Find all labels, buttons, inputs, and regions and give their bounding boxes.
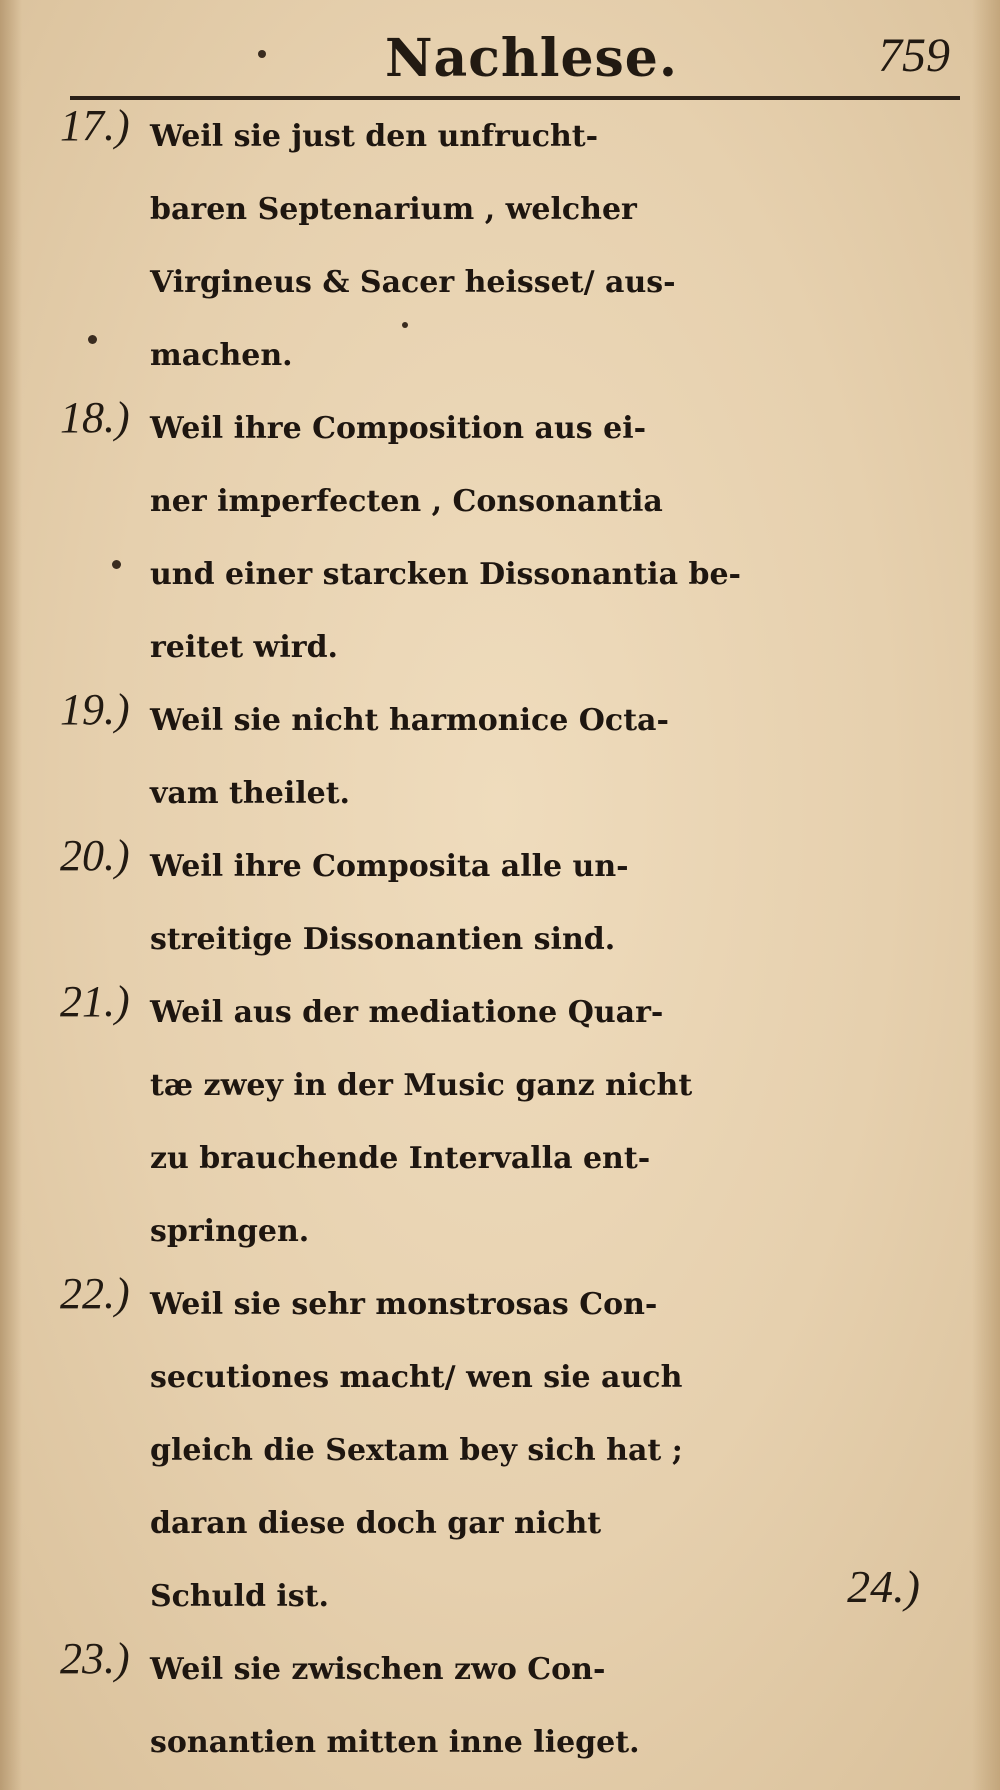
ink-speck xyxy=(258,50,266,58)
text-line: Weil sie just den unfrucht- xyxy=(150,119,599,154)
running-title: Nachlese. xyxy=(385,28,678,89)
text-line: springen. xyxy=(150,1214,310,1249)
text-line: zu brauchende Intervalla ent- xyxy=(150,1141,651,1176)
text-line: ner imperfecten , Consonantia xyxy=(150,484,663,519)
text-line: Weil ihre Composita alle un- xyxy=(150,849,629,884)
text-line: Virgineus & Sacer heisset/ aus- xyxy=(150,265,676,300)
ink-speck xyxy=(112,560,121,569)
entry-19 xyxy=(60,684,960,830)
text-line: Weil aus der mediatione Quar- xyxy=(150,995,664,1030)
entry-17 xyxy=(60,100,960,392)
text-line: gleich die Sextam bey sich hat ; xyxy=(150,1433,683,1468)
entry-21 xyxy=(60,976,960,1268)
text-line: und einer starcken Dissonantia be- xyxy=(150,557,741,592)
entry-number: 22.) xyxy=(60,1269,130,1318)
text-line: machen. xyxy=(150,338,293,373)
entry-number: 20.) xyxy=(60,831,130,880)
ink-speck xyxy=(88,335,97,344)
text-line: Weil sie sehr monstrosas Con- xyxy=(150,1287,658,1322)
catchword: 24.) xyxy=(847,1561,920,1612)
entry-18 xyxy=(60,392,960,684)
text-line: streitige Dissonantien sind. xyxy=(150,922,616,957)
entry-number: 21.) xyxy=(60,977,130,1026)
running-head xyxy=(70,28,960,100)
text-line: reitet wird. xyxy=(150,630,338,665)
text-line: sonantien mitten inne lieget. xyxy=(150,1725,640,1760)
text-line: Weil ihre Composition aus ei- xyxy=(150,411,647,446)
text-line: Weil sie zwischen zwo Con- xyxy=(150,1652,606,1687)
entry-20 xyxy=(60,830,960,976)
text-line: tæ zwey in der Music ganz nicht xyxy=(150,1068,693,1103)
entry-number: 18.) xyxy=(60,393,130,442)
text-line: vam theilet. xyxy=(150,776,350,811)
entry-22 xyxy=(60,1268,960,1633)
entry-number: 17.) xyxy=(60,101,130,150)
entry-23 xyxy=(60,1633,960,1779)
text-line: daran diese doch gar nicht xyxy=(150,1506,602,1541)
entry-number: 19.) xyxy=(60,685,130,734)
text-line: Weil sie nicht harmonice Octa- xyxy=(150,703,669,738)
text-line: baren Septenarium , welcher xyxy=(150,192,637,227)
text-line: Schuld ist. xyxy=(150,1579,329,1614)
entry-number: 23.) xyxy=(60,1634,130,1683)
text-line: secutiones macht/ wen sie auch xyxy=(150,1360,683,1395)
page-number: 759 xyxy=(878,29,950,82)
ink-speck xyxy=(402,322,408,328)
entry-list xyxy=(60,100,960,1779)
